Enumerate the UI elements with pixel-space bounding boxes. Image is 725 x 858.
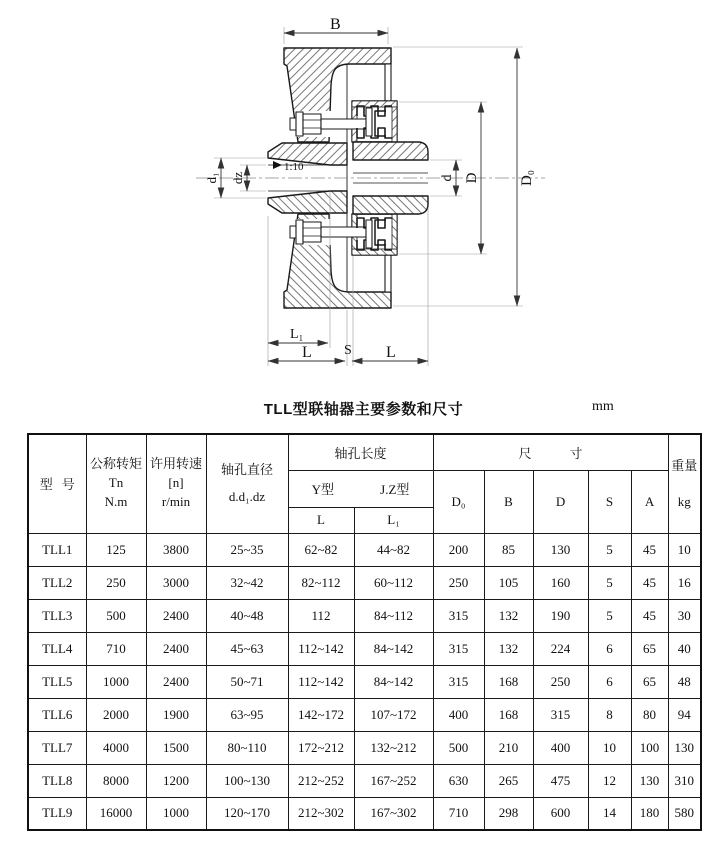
value-cell: 1000 (146, 797, 206, 830)
header-y-type: Y型 (311, 482, 334, 497)
model-cell: TLL1 (28, 533, 86, 566)
table-row (28, 764, 701, 797)
model-cell: TLL7 (28, 731, 86, 764)
value-cell: 16000 (86, 797, 146, 830)
header-col-d: D (533, 470, 588, 533)
value-cell: 210 (484, 731, 533, 764)
value-cell: 142~172 (288, 698, 354, 731)
value-cell: 160 (533, 566, 588, 599)
value-cell: 315 (433, 599, 484, 632)
dim-label-s: S (344, 343, 352, 358)
table-title-row (27, 398, 700, 422)
header-bore-length: 轴孔长度 (288, 434, 433, 470)
header-col-b: B (484, 470, 533, 533)
value-cell: 315 (433, 632, 484, 665)
value-cell: 107~172 (354, 698, 433, 731)
value-cell: 45 (631, 566, 668, 599)
model-cell: TLL8 (28, 764, 86, 797)
header-speed-symbol: [n] (168, 475, 184, 491)
value-cell: 45 (631, 533, 668, 566)
value-cell: 168 (484, 698, 533, 731)
table-row (28, 698, 701, 731)
header-torque-symbol: Tn (108, 475, 124, 491)
value-cell: 172~212 (288, 731, 354, 764)
value-cell: 190 (533, 599, 588, 632)
header-torque-cn: 公称转矩 (89, 456, 142, 472)
value-cell: 4000 (86, 731, 146, 764)
header-col-l1: L₁ (354, 507, 433, 533)
model-cell: TLL6 (28, 698, 86, 731)
value-cell: 94 (668, 698, 701, 731)
value-cell: 62~82 (288, 533, 354, 566)
value-cell: 112 (288, 599, 354, 632)
header-col-a: A (631, 470, 668, 533)
value-cell: 120~170 (206, 797, 288, 830)
table-row (28, 665, 701, 698)
model-cell: TLL5 (28, 665, 86, 698)
value-cell: 14 (588, 797, 631, 830)
value-cell: 65 (631, 665, 668, 698)
header-bore-diameter-cn: 轴孔直径 (220, 461, 273, 477)
value-cell: 65 (631, 632, 668, 665)
value-cell: 40 (668, 632, 701, 665)
value-cell: 112~142 (288, 632, 354, 665)
model-cell: TLL2 (28, 566, 86, 599)
table-body (28, 533, 701, 830)
table-row (28, 533, 701, 566)
value-cell: 10 (588, 731, 631, 764)
value-cell: 32~42 (206, 566, 288, 599)
value-cell: 84~142 (354, 632, 433, 665)
value-cell: 63~95 (206, 698, 288, 731)
value-cell: 112~142 (288, 665, 354, 698)
value-cell: 600 (533, 797, 588, 830)
value-cell: 5 (588, 599, 631, 632)
value-cell: 710 (433, 797, 484, 830)
value-cell: 212~252 (288, 764, 354, 797)
dim-label-b: B (330, 16, 341, 33)
header-dimensions: 尺寸 (433, 434, 668, 470)
value-cell: 3000 (146, 566, 206, 599)
value-cell: 80~110 (206, 731, 288, 764)
table-row (28, 599, 701, 632)
value-cell: 8 (588, 698, 631, 731)
header-col-d0: D₀ (433, 470, 484, 533)
value-cell: 80 (631, 698, 668, 731)
value-cell: 44~82 (354, 533, 433, 566)
header-bore-diameter-symbols: d.d₁.dz (228, 488, 266, 504)
value-cell: 130 (533, 533, 588, 566)
value-cell: 5 (588, 566, 631, 599)
value-cell: 84~142 (354, 665, 433, 698)
value-cell: 125 (86, 533, 146, 566)
value-cell: 630 (433, 764, 484, 797)
value-cell: 6 (588, 665, 631, 698)
dim-label-l-right: L (386, 344, 396, 361)
value-cell: 250 (86, 566, 146, 599)
value-cell: 500 (86, 599, 146, 632)
dim-label-d1: d₁ (204, 172, 219, 184)
value-cell: 3800 (146, 533, 206, 566)
value-cell: 475 (533, 764, 588, 797)
header-weight (668, 434, 701, 533)
table-row (28, 797, 701, 830)
value-cell: 2400 (146, 632, 206, 665)
value-cell: 710 (86, 632, 146, 665)
value-cell: 84~112 (354, 599, 433, 632)
table-row (28, 632, 701, 665)
unit-label: mm (592, 399, 614, 414)
header-speed-unit: r/min (161, 494, 191, 510)
value-cell: 40~48 (206, 599, 288, 632)
value-cell: 224 (533, 632, 588, 665)
value-cell: 45~63 (206, 632, 288, 665)
parameter-table (27, 433, 702, 831)
value-cell: 167~252 (354, 764, 433, 797)
value-cell: 1900 (146, 698, 206, 731)
value-cell: 132 (484, 599, 533, 632)
dim-label-l-left: L (302, 344, 312, 361)
header-torque-unit: N.m (104, 494, 128, 510)
value-cell: 167~302 (354, 797, 433, 830)
header-col-s: S (588, 470, 631, 533)
header-col-l: L (288, 507, 354, 533)
model-cell: TLL4 (28, 632, 86, 665)
value-cell: 200 (433, 533, 484, 566)
model-cell: TLL3 (28, 599, 86, 632)
value-cell: 1500 (146, 731, 206, 764)
value-cell: 50~71 (206, 665, 288, 698)
value-cell: 400 (433, 698, 484, 731)
value-cell: 130 (631, 764, 668, 797)
value-cell: 45 (631, 599, 668, 632)
value-cell: 30 (668, 599, 701, 632)
value-cell: 2400 (146, 599, 206, 632)
value-cell: 105 (484, 566, 533, 599)
value-cell: 10 (668, 533, 701, 566)
value-cell: 2400 (146, 665, 206, 698)
value-cell: 180 (631, 797, 668, 830)
value-cell: 315 (533, 698, 588, 731)
cross-section-half (268, 48, 428, 178)
header-hole-types (288, 470, 433, 507)
dimension-labels (204, 16, 535, 361)
value-cell: 6 (588, 632, 631, 665)
table-row (28, 566, 701, 599)
value-cell: 12 (588, 764, 631, 797)
value-cell: 168 (484, 665, 533, 698)
value-cell: 1200 (146, 764, 206, 797)
dim-label-big-d: D (464, 172, 480, 184)
value-cell: 265 (484, 764, 533, 797)
value-cell: 100 (631, 731, 668, 764)
header-weight-cn: 重量 (671, 458, 698, 474)
value-cell: 82~112 (288, 566, 354, 599)
value-cell: 400 (533, 731, 588, 764)
value-cell: 250 (433, 566, 484, 599)
value-cell: 16 (668, 566, 701, 599)
table-row (28, 731, 701, 764)
dim-label-d0: D₀ (519, 169, 535, 187)
coupling-drawing (0, 0, 725, 395)
dim-label-l1: L₁ (290, 327, 304, 342)
value-cell: 8000 (86, 764, 146, 797)
header-speed (146, 434, 206, 533)
value-cell: 100~130 (206, 764, 288, 797)
header-bore-diameter (206, 434, 288, 533)
value-cell: 25~35 (206, 533, 288, 566)
taper-arrow-icon (273, 161, 282, 169)
value-cell: 132~212 (354, 731, 433, 764)
table-title: TLL型联轴器主要参数和尺寸 (263, 401, 464, 418)
value-cell: 130 (668, 731, 701, 764)
value-cell: 298 (484, 797, 533, 830)
value-cell: 310 (668, 764, 701, 797)
header-jz-type: J.Z型 (380, 482, 410, 497)
header-torque (86, 434, 146, 533)
value-cell: 250 (533, 665, 588, 698)
header-weight-unit: kg (677, 493, 691, 509)
value-cell: 580 (668, 797, 701, 830)
value-cell: 48 (668, 665, 701, 698)
header-model: 型号 (28, 434, 86, 533)
dim-label-small-d: d (440, 174, 455, 182)
header-speed-cn: 许用转速 (149, 456, 202, 472)
value-cell: 1000 (86, 665, 146, 698)
value-cell: 85 (484, 533, 533, 566)
dim-label-dz: dz (230, 171, 245, 185)
taper-ratio-label: 1:10 (284, 161, 304, 173)
value-cell: 60~112 (354, 566, 433, 599)
value-cell: 2000 (86, 698, 146, 731)
value-cell: 315 (433, 665, 484, 698)
value-cell: 132 (484, 632, 533, 665)
model-cell: TLL9 (28, 797, 86, 830)
value-cell: 212~302 (288, 797, 354, 830)
value-cell: 500 (433, 731, 484, 764)
value-cell: 5 (588, 533, 631, 566)
